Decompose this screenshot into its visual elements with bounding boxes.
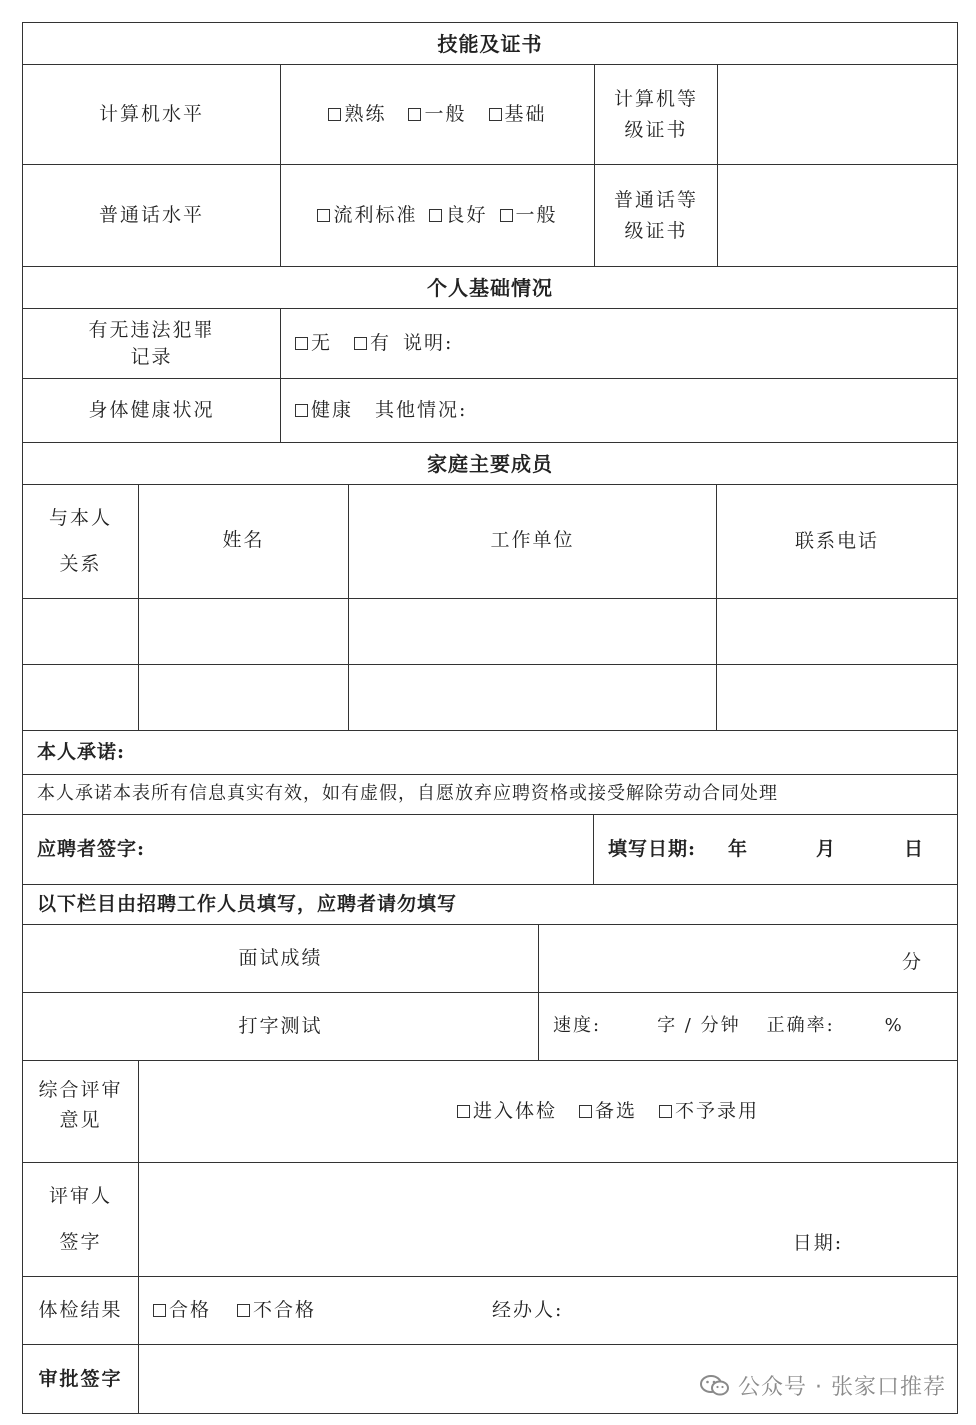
- criminal-record-options: [281, 309, 957, 378]
- physical-result-row: [23, 1277, 957, 1345]
- typing-result-field[interactable]: [539, 993, 957, 1060]
- checkbox-icon[interactable]: [659, 1105, 672, 1118]
- family-member-row: [23, 599, 957, 665]
- review-row: [23, 1061, 957, 1163]
- health-options: [281, 379, 957, 442]
- criminal-option-yes[interactable]: 有: [354, 328, 391, 358]
- mandarin-cert-field[interactable]: [718, 165, 957, 266]
- physical-result-label: 体检结果: [23, 1277, 139, 1344]
- computer-level-row: [23, 65, 957, 165]
- criminal-note-label: 说明:: [403, 332, 454, 355]
- review-options: [139, 1061, 957, 1162]
- physical-result-options: [139, 1277, 957, 1344]
- family-header-phone: 联系电话: [794, 530, 879, 553]
- reviewer-date-label: 日期:: [792, 1231, 844, 1254]
- family-workplace-field[interactable]: [349, 599, 717, 664]
- checkbox-icon[interactable]: [579, 1105, 592, 1118]
- checkbox-icon[interactable]: [408, 108, 421, 121]
- typing-label: 打字测试: [23, 993, 539, 1060]
- review-label: 综合评审 意见: [23, 1061, 139, 1162]
- mandarin-level-options: [281, 165, 595, 266]
- family-relation-field[interactable]: [23, 599, 139, 664]
- criminal-option-none[interactable]: 无: [295, 328, 332, 358]
- criminal-record-row: [23, 309, 957, 379]
- personal-section-header: [23, 267, 957, 309]
- computer-level-options: [281, 65, 595, 164]
- checkbox-icon[interactable]: [237, 1304, 250, 1317]
- family-relation-field[interactable]: [23, 665, 139, 730]
- health-note-label: 其他情况:: [375, 399, 468, 422]
- family-name-field[interactable]: [139, 599, 349, 664]
- family-header-row: [23, 485, 957, 599]
- pledge-text: 本人承诺本表所有信息真实有效，如有虚假，自愿放弃应聘资格或接受解除劳动合同处理: [37, 783, 778, 805]
- mandarin-option-average[interactable]: 一般: [500, 200, 558, 230]
- reviewer-label: 评审人 签字: [23, 1163, 139, 1276]
- day-label: 日: [904, 838, 925, 861]
- physical-option-pass[interactable]: 合格: [153, 1295, 211, 1325]
- accuracy-label: 正确率:: [766, 1015, 835, 1037]
- health-row: [23, 379, 957, 443]
- mandarin-option-fluent[interactable]: 流利标准: [317, 200, 417, 230]
- wechat-icon: [700, 1374, 730, 1398]
- computer-cert-label: 计算机等 级证书: [595, 65, 718, 164]
- fill-date-label: 填写日期:: [608, 838, 697, 861]
- fill-date: [594, 815, 957, 884]
- month-label: 月: [816, 838, 837, 861]
- computer-level-label: 计算机水平: [23, 65, 281, 164]
- staff-notice: 以下栏目由招聘工作人员填写，应聘者请勿填写: [37, 893, 458, 916]
- checkbox-icon[interactable]: [429, 209, 442, 222]
- checkbox-icon[interactable]: [295, 404, 308, 417]
- skills-title: 技能及证书: [437, 31, 543, 56]
- interview-unit: 分: [901, 951, 923, 974]
- mandarin-level-label: 普通话水平: [23, 165, 281, 266]
- checkbox-icon[interactable]: [295, 337, 308, 350]
- speed-label: 速度:: [553, 1015, 602, 1037]
- family-phone-field[interactable]: [717, 599, 957, 664]
- family-header-workplace: 工作单位: [349, 485, 717, 598]
- interview-label: 面试成绩: [23, 925, 539, 992]
- mandarin-option-good[interactable]: 良好: [429, 200, 487, 230]
- computer-option-basic[interactable]: 基础: [489, 99, 547, 129]
- typing-row: [23, 993, 957, 1061]
- approval-label: 审批签字: [23, 1345, 139, 1413]
- reviewer-row: [23, 1163, 957, 1277]
- computer-option-proficient[interactable]: 熟练: [328, 99, 386, 129]
- checkbox-icon[interactable]: [153, 1304, 166, 1317]
- pledge-text-row: [23, 775, 957, 815]
- checkbox-icon[interactable]: [317, 209, 330, 222]
- application-form: [22, 22, 958, 1414]
- pledge-title: 本人承诺:: [37, 741, 126, 764]
- checkbox-icon[interactable]: [328, 108, 341, 121]
- accuracy-unit: %: [884, 1015, 904, 1037]
- family-workplace-field[interactable]: [349, 665, 717, 730]
- year-label: 年: [728, 838, 749, 861]
- review-option-alternate[interactable]: 备选: [579, 1096, 637, 1126]
- family-member-row: [23, 665, 957, 731]
- family-name-field[interactable]: [139, 665, 349, 730]
- computer-option-average[interactable]: 一般: [408, 99, 466, 129]
- health-option-healthy[interactable]: 健康: [295, 395, 353, 425]
- checkbox-icon[interactable]: [354, 337, 367, 350]
- applicant-signature-label: 应聘者签字:: [23, 815, 594, 884]
- physical-option-fail[interactable]: 不合格: [237, 1295, 316, 1325]
- checkbox-icon[interactable]: [489, 108, 502, 121]
- watermark: [700, 1370, 946, 1401]
- family-section-header: [23, 443, 957, 485]
- pledge-title-row: [23, 731, 957, 775]
- mandarin-cert-label: 普通话等 级证书: [595, 165, 718, 266]
- health-label: 身体健康状况: [23, 379, 281, 442]
- speed-unit: 字 / 分钟: [657, 1015, 741, 1037]
- interview-row: [23, 925, 957, 993]
- signature-row: [23, 815, 957, 885]
- family-header-name: 姓名: [139, 485, 349, 598]
- checkbox-icon[interactable]: [500, 209, 513, 222]
- checkbox-icon[interactable]: [457, 1105, 470, 1118]
- computer-cert-field[interactable]: [718, 65, 957, 164]
- review-option-physical-exam[interactable]: 进入体检: [457, 1096, 557, 1126]
- reviewer-signature-field[interactable]: [139, 1163, 957, 1276]
- family-title: 家庭主要成员: [427, 451, 553, 476]
- mandarin-level-row: [23, 165, 957, 267]
- watermark-text: 公众号 · 张家口推荐: [738, 1375, 946, 1400]
- family-header-relation: 与本人 关系: [23, 485, 139, 598]
- family-phone-field[interactable]: [717, 665, 957, 730]
- skills-section-header: [23, 23, 957, 65]
- criminal-record-label: 有无违法犯罪 记录: [23, 309, 281, 378]
- review-option-reject[interactable]: 不予录用: [659, 1096, 759, 1126]
- interview-score-field[interactable]: [539, 925, 957, 992]
- personal-title: 个人基础情况: [427, 275, 553, 300]
- handler-label: 经办人:: [492, 1299, 564, 1322]
- staff-notice-row: [23, 885, 957, 925]
